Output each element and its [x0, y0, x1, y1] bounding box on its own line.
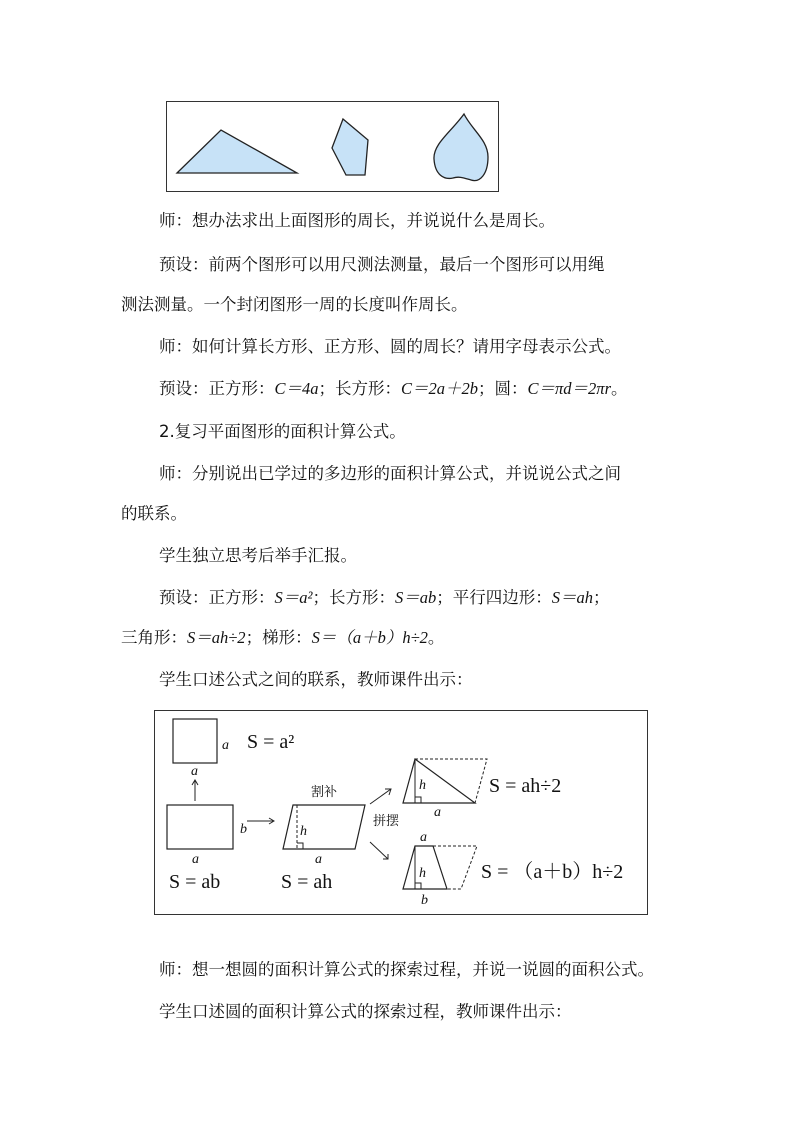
parallelogram-area-formula: S = ah — [281, 871, 333, 893]
right-angle-mark — [415, 883, 421, 889]
rect-label: ；长方形： — [312, 588, 395, 607]
square-side-label: a — [222, 738, 229, 753]
paragraph-preset-measure-line2: 测法测量。一个封闭图形一周的长度叫作周长。 — [121, 295, 468, 314]
paragraph-perimeter-formulas — [159, 379, 628, 399]
square-area-formula: S = a² — [247, 731, 295, 753]
rect-label: ；长方形： — [318, 379, 402, 398]
shapes-svg — [167, 102, 500, 193]
square-perimeter-formula: C＝4a — [274, 379, 319, 398]
drop-shape — [434, 114, 488, 181]
paragraph-circle-area-courseware: 学生口述圆的面积计算公式的探索过程，教师课件出示： — [159, 1002, 572, 1021]
paragraph-area-formulas-line2 — [121, 628, 444, 648]
rect-bottom-label: a — [192, 852, 199, 867]
paragraph-perimeter-question: 师：想办法求出上面图形的周长，并说说什么是周长。 — [159, 211, 555, 230]
paragraph-perimeter-formula-question: 师：如何计算长方形、正方形、圆的周长？请用字母表示公式。 — [159, 337, 621, 356]
triangle-bottom-label: a — [434, 805, 441, 820]
paragraph-preset-measure-line1: 预设：前两个图形可以用尺测法测量，最后一个图形可以用绳 — [159, 255, 605, 274]
right-angle-mark — [415, 797, 421, 803]
arrow-up-right — [370, 789, 391, 804]
paragraph-circle-area-question: 师：想一想圆的面积计算公式的探索过程，并说一说圆的面积公式。 — [159, 960, 654, 979]
triangle-shape — [403, 759, 475, 803]
shapes-figure — [166, 101, 499, 192]
rect-perimeter-formula: C＝2a＋2b — [401, 379, 479, 398]
rect-area-formula: S＝ab — [394, 588, 437, 607]
parallelogram-height-label: h — [300, 824, 307, 839]
square-label: 正方形： — [208, 588, 275, 607]
paragraph-students-report: 学生独立思考后举手汇报。 — [159, 546, 357, 565]
trapezoid-area-formula: S＝（a＋b）h÷2 — [311, 628, 428, 647]
square-bottom-label: a — [191, 764, 198, 779]
preset-label: 预设： — [159, 588, 209, 607]
trapezoid-bottom-label: b — [421, 893, 428, 908]
period: 。 — [611, 379, 628, 398]
section-heading-area-review: 2.复习平面图形的面积计算公式。 — [159, 422, 406, 441]
trapezoid-height-label: h — [419, 866, 426, 881]
rect-side-label: b — [240, 822, 247, 837]
circle-perimeter-formula: C＝πd＝2πr — [527, 379, 611, 398]
parallelogram-shape — [283, 805, 365, 849]
square-shape — [173, 719, 217, 763]
trapezoid-area-formula: S = （a＋b）h÷2 — [481, 861, 624, 883]
paragraph-area-formulas-line1 — [159, 588, 609, 608]
trapezoid-top-label: a — [420, 830, 427, 845]
triangle-area-formula: S = ah÷2 — [489, 775, 562, 797]
semicolon: ； — [592, 588, 610, 607]
triangle-shape — [177, 130, 297, 173]
right-angle-mark — [297, 843, 303, 849]
formula-diagram-svg — [155, 711, 649, 916]
paragraph-area-question-line2: 的联系。 — [121, 504, 187, 523]
parallelogram-area-formula: S＝ah — [551, 588, 593, 607]
triangle-height-label: h — [419, 778, 426, 793]
triangle-label: 三角形： — [121, 628, 187, 647]
rectangle-shape — [167, 805, 233, 849]
parallelogram-label: ；平行四边形： — [436, 588, 552, 607]
square-area-formula: S＝a² — [274, 588, 313, 607]
period: 。 — [427, 628, 445, 647]
circle-label: ；圆： — [478, 379, 528, 398]
paragraph-area-question-line1: 师：分别说出已学过的多边形的面积计算公式，并说说公式之间 — [159, 464, 621, 483]
rect-area-formula: S = ab — [169, 871, 221, 893]
triangle-area-formula: S＝ah÷2 — [187, 628, 246, 647]
parallelogram-bottom-label: a — [315, 852, 322, 867]
combine-label: 拼摆 — [373, 814, 400, 829]
pentagon-shape — [332, 119, 368, 175]
arrow-down-right — [370, 842, 388, 859]
cut-fill-label: 割补 — [311, 785, 338, 800]
paragraph-courseware-intro: 学生口述公式之间的联系，教师课件出示： — [159, 670, 473, 689]
trapezoid-label: ；梯形： — [245, 628, 312, 647]
formula-figure — [154, 710, 648, 915]
preset-label: 预设：正方形： — [159, 379, 275, 398]
